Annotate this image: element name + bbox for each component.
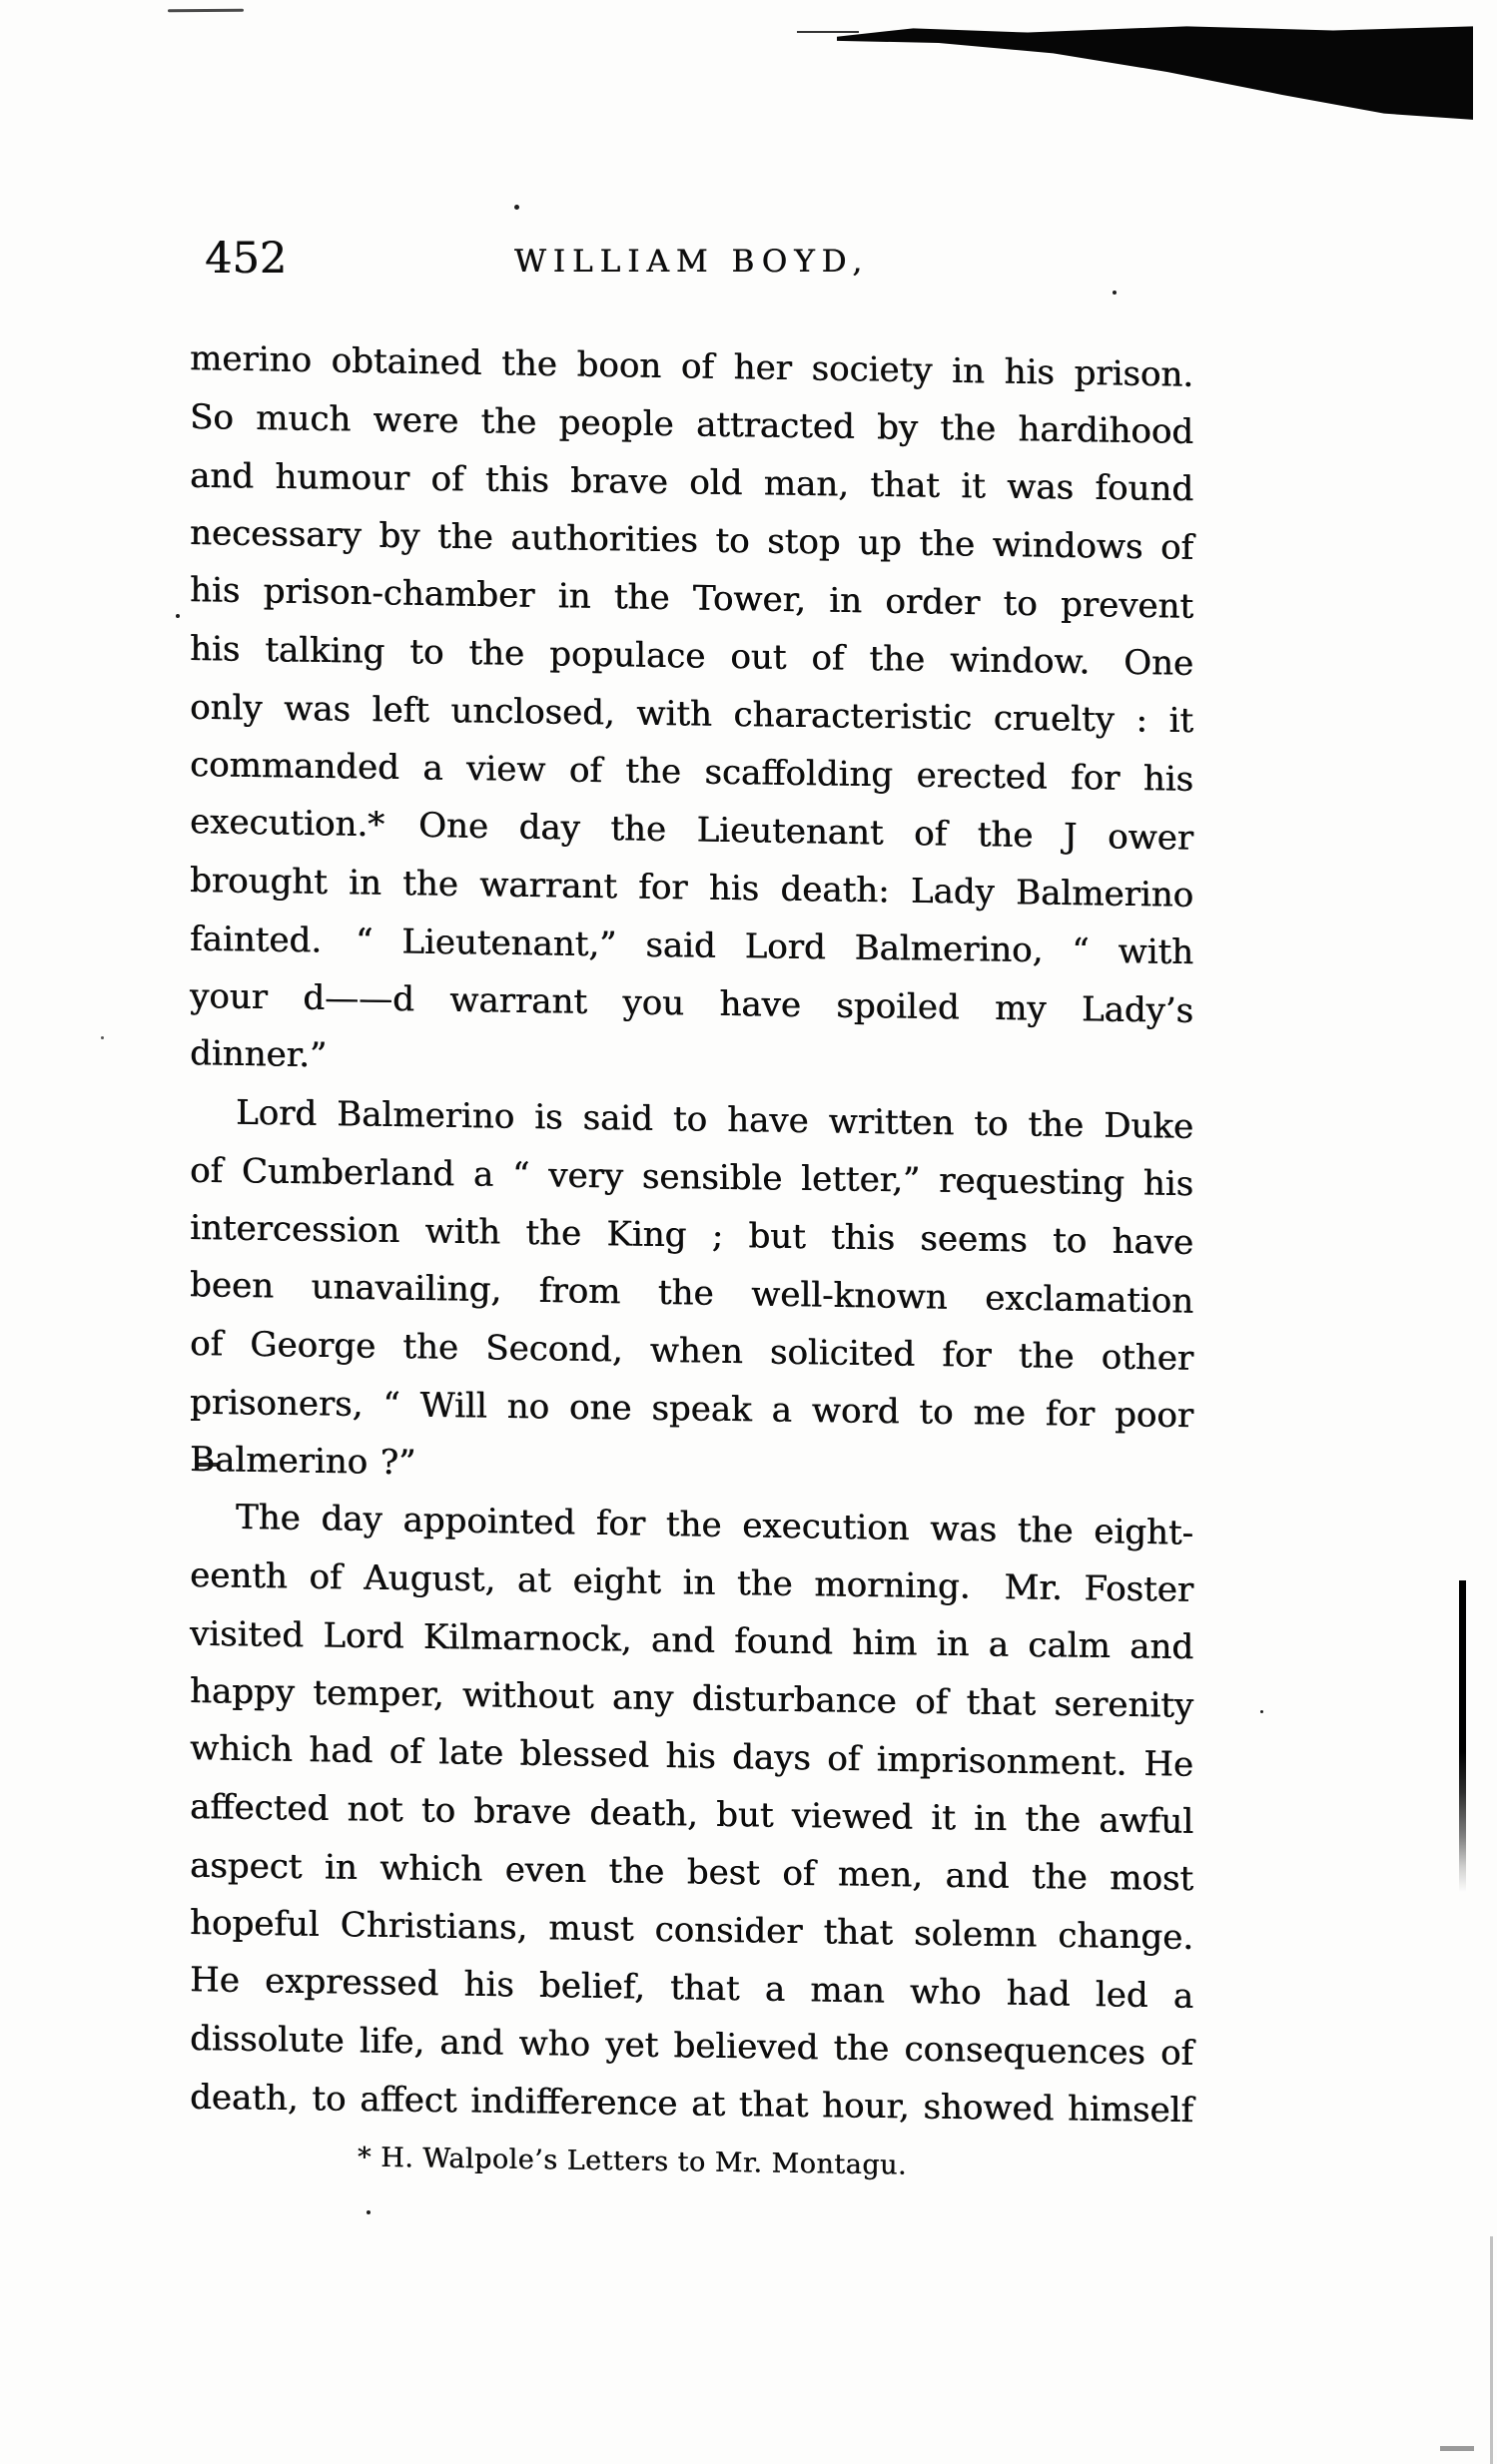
text-line: hopeful Christians, must consider that solemn change. <box>190 1903 1193 1958</box>
text-line: He expressed his belief, that a man who had led a <box>189 1960 1194 2017</box>
scan-speck <box>367 2210 371 2214</box>
text-line: execution.* One day the Lieutenant of the J ower <box>189 802 1194 859</box>
text-line: only was left unclosed, with characteristic cruelty : it <box>189 687 1194 742</box>
footnote: * H. Walpole’s Letters to Mr. Montagu. <box>358 2142 907 2181</box>
text-line: So much were the people attracted by the hardihood <box>190 397 1193 452</box>
scan-artifact-wedge-tail <box>797 31 859 33</box>
text-line: commanded a view of the scaffolding erected for his <box>190 745 1193 800</box>
text-line: aspect in which even the best of men, and the most <box>189 1845 1194 1900</box>
text-line: intercession with the King ; but this seems to have <box>190 1208 1193 1263</box>
text-line: prisoners, “ Will no one speak a word to me for poor <box>189 1382 1194 1437</box>
scan-speck <box>514 205 519 210</box>
text-line: affected not to brave death, but viewed it in the awful <box>190 1787 1193 1842</box>
text-line: his prison-chamber in the Tower, in order to prevent <box>189 570 1194 627</box>
text-line: eenth of August, at eight in the morning. Mr. Foster <box>190 1555 1193 1610</box>
text-line: necessary by the authorities to stop up the windows of <box>190 513 1193 568</box>
scan-speck <box>101 1036 104 1039</box>
text-line: of Cumberland a “ very sensible letter,” requesting his <box>189 1150 1194 1205</box>
text-line: your d——d warrant you have spoiled my Lady’s <box>190 976 1193 1031</box>
text-line: brought in the warrant for his death: Lady Balmerino <box>190 861 1193 916</box>
text-line: which had of late blessed his days of imprisonment. He <box>189 1728 1194 1785</box>
text-line: dinner.” <box>189 1033 328 1076</box>
scan-artifact-top-left-dash <box>168 9 244 13</box>
scan-artifact-right-bar <box>1459 1580 1466 1892</box>
scan-artifact-page-edge <box>1490 2236 1493 2464</box>
text-line: Lord Balmerino is said to have written to the Duke <box>236 1092 1193 1147</box>
scan-speck <box>1260 1710 1263 1713</box>
text-line: been unavailing, from the well-known exclamation <box>189 1265 1194 1322</box>
text-line: merino obtained the boon of her society in his prison. <box>189 338 1194 395</box>
text-line: The day appointed for the execution was the eight- <box>235 1497 1194 1553</box>
text-line: fainted. “ Lieutenant,” said Lord Balmerino, “ with <box>189 919 1194 973</box>
scan-artifact-corner-wedge <box>837 18 1473 122</box>
scan-artifact-bottom-dash <box>1440 2446 1474 2451</box>
text-line: visited Lord Kilmarnock, and found him in a calm and <box>189 1613 1194 1668</box>
text-line: happy temper, without any disturbance of that serenity <box>190 1671 1193 1726</box>
scan-speck <box>176 614 180 618</box>
running-header: WILLIAM BOYD, <box>513 244 870 280</box>
text-line: death, to affect indifference at that hour, showed himself <box>189 2077 1194 2132</box>
text-line: dissolute life, and who yet believed the consequences of <box>190 2019 1193 2074</box>
text-line: Balmerino ?” <box>190 1440 416 1484</box>
text-line: of George the Second, when solicited for the other <box>190 1324 1193 1379</box>
text-line: his talking to the populace out of the window. One <box>190 629 1193 684</box>
page-number: 452 <box>205 234 288 284</box>
scan-speck <box>1113 291 1117 295</box>
text-line: and humour of this brave old man, that it was found <box>189 455 1194 510</box>
text-column <box>189 330 1194 2181</box>
